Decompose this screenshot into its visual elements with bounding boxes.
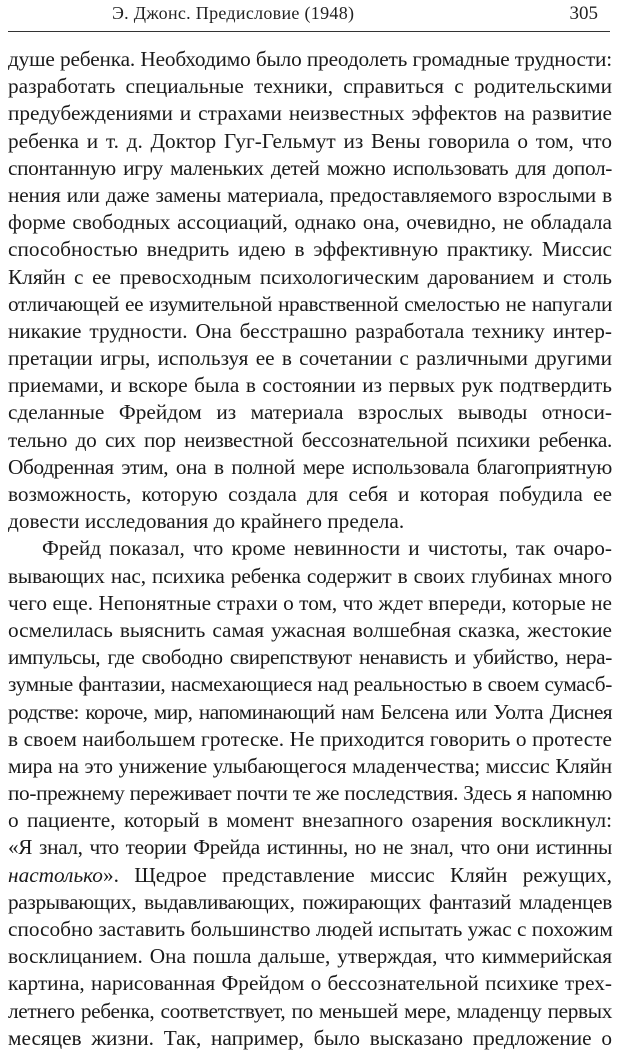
text-line: «Я знал, что теории Фрейда истинны, но не знал, что они истинны: [8, 835, 612, 860]
text-line: приемами, и вскоре была в состоянии из первых рук подтвердить: [8, 373, 612, 398]
text-line: способно заставить большинство людей испытать ужас с похожим: [8, 917, 613, 941]
header-rule: [8, 31, 610, 32]
running-head: [0, 0, 620, 32]
text-line: Кляйн с ее превосходным психологическим дарованием и столь: [8, 264, 612, 289]
text-line: предубеждениями и страхами неизвестных эффектов на развитие: [8, 101, 612, 126]
text-line: разрывающих, выдавливающих, пожирающих фантазий младенцев: [8, 889, 612, 914]
text-line: претации игры, используя ее в сочетании с различными другими: [8, 346, 612, 371]
text-line: форме свободных ассоциаций, однако она, очевидно, не обладала: [8, 210, 612, 235]
text-line: способностью внедрить идею в эффективную практику. Миссис: [8, 237, 612, 262]
text-line: чего еще. Непонятные страхи о том, что ждет впереди, которые не: [8, 590, 612, 615]
text-line: родстве: короче, мир, напоминающий нам Белсена или Уолта Диснея: [8, 699, 612, 724]
text-run: ». Щедрое представление миссис Кляйн режущих,: [102, 862, 612, 887]
text-line: тельно до сих пор неизвестной бессознательной психики ребенка.: [8, 427, 612, 452]
emphasized-word: настолько: [8, 862, 103, 887]
text-line: душе ребенка. Необходимо было преодолеть громадные трудности:: [8, 47, 612, 71]
text-line: спонтанную игру маленьких детей можно использовать для допол-: [8, 155, 612, 180]
paragraph-start-line: Фрейд показал, что кроме невинности и чистоты, так очаро-: [42, 536, 612, 561]
text-line: отличающей ее изумительной нравственной смелостью не напугали: [8, 291, 612, 316]
text-line: Ободренная этим, она в полной мере использовала благоприятную: [8, 454, 612, 479]
text-line: довести исследования до крайнего предела.: [8, 509, 405, 534]
text-line: по-прежнему переживает почти те же последствия. Здесь я напомню: [8, 781, 612, 806]
text-line: в своем наибольшем гротеске. Не приходится говорить о протесте: [8, 726, 612, 751]
page-number: 305: [569, 3, 598, 24]
text-line: летнего ребенка, соответствует, по меньшей мере, младенцу первых: [8, 998, 612, 1023]
text-line: вывающих нас, психика ребенка содержит в своих глубинах много: [8, 563, 612, 588]
text-line: осмелилась выяснить самая ужасная волшебная сказка, жестокие: [8, 617, 612, 642]
text-line: никакие трудности. Она бесстрашно разработала технику интер-: [8, 318, 612, 343]
text-line: сделанные Фрейдом из материала взрослых выводы относи-: [8, 400, 612, 425]
text-line: импульсы, где свободно свирепствуют ненависть и убийство, нера-: [8, 645, 612, 670]
body-text: [8, 46, 612, 1052]
text-line: нения или даже замены материала, предоставляемого взрослыми в: [8, 182, 612, 207]
text-line: зумные фантазии, насмехающиеся над реальностью в своем сумасб-: [8, 672, 612, 697]
text-line: месяцев жизни. Так, например, было высказано предложение о: [8, 1025, 612, 1050]
text-line: картина, нарисованная Фрейдом о бессознательной психике трех-: [8, 971, 612, 996]
text-line: ребенка и т. д. Доктор Гуг-Гельмут из Вены говорила о том, что: [8, 128, 612, 153]
text-line: восклицанием. Она пошла дальше, утверждая, что киммерийская: [8, 944, 612, 969]
header-title: Э. Джонс. Предисловие (1948): [112, 3, 355, 23]
text-line: о пациенте, который в момент внезапного озарения воскликнул:: [8, 808, 612, 833]
text-line: мира на это унижение улыбающегося младенчества; миссис Кляйн: [8, 753, 612, 778]
text-line: возможность, которую создала для себя и которая побудила ее: [8, 482, 612, 506]
text-line-with-emphasis: [8, 862, 612, 889]
text-line: разработать специальные техники, справиться с родительскими: [8, 74, 612, 99]
